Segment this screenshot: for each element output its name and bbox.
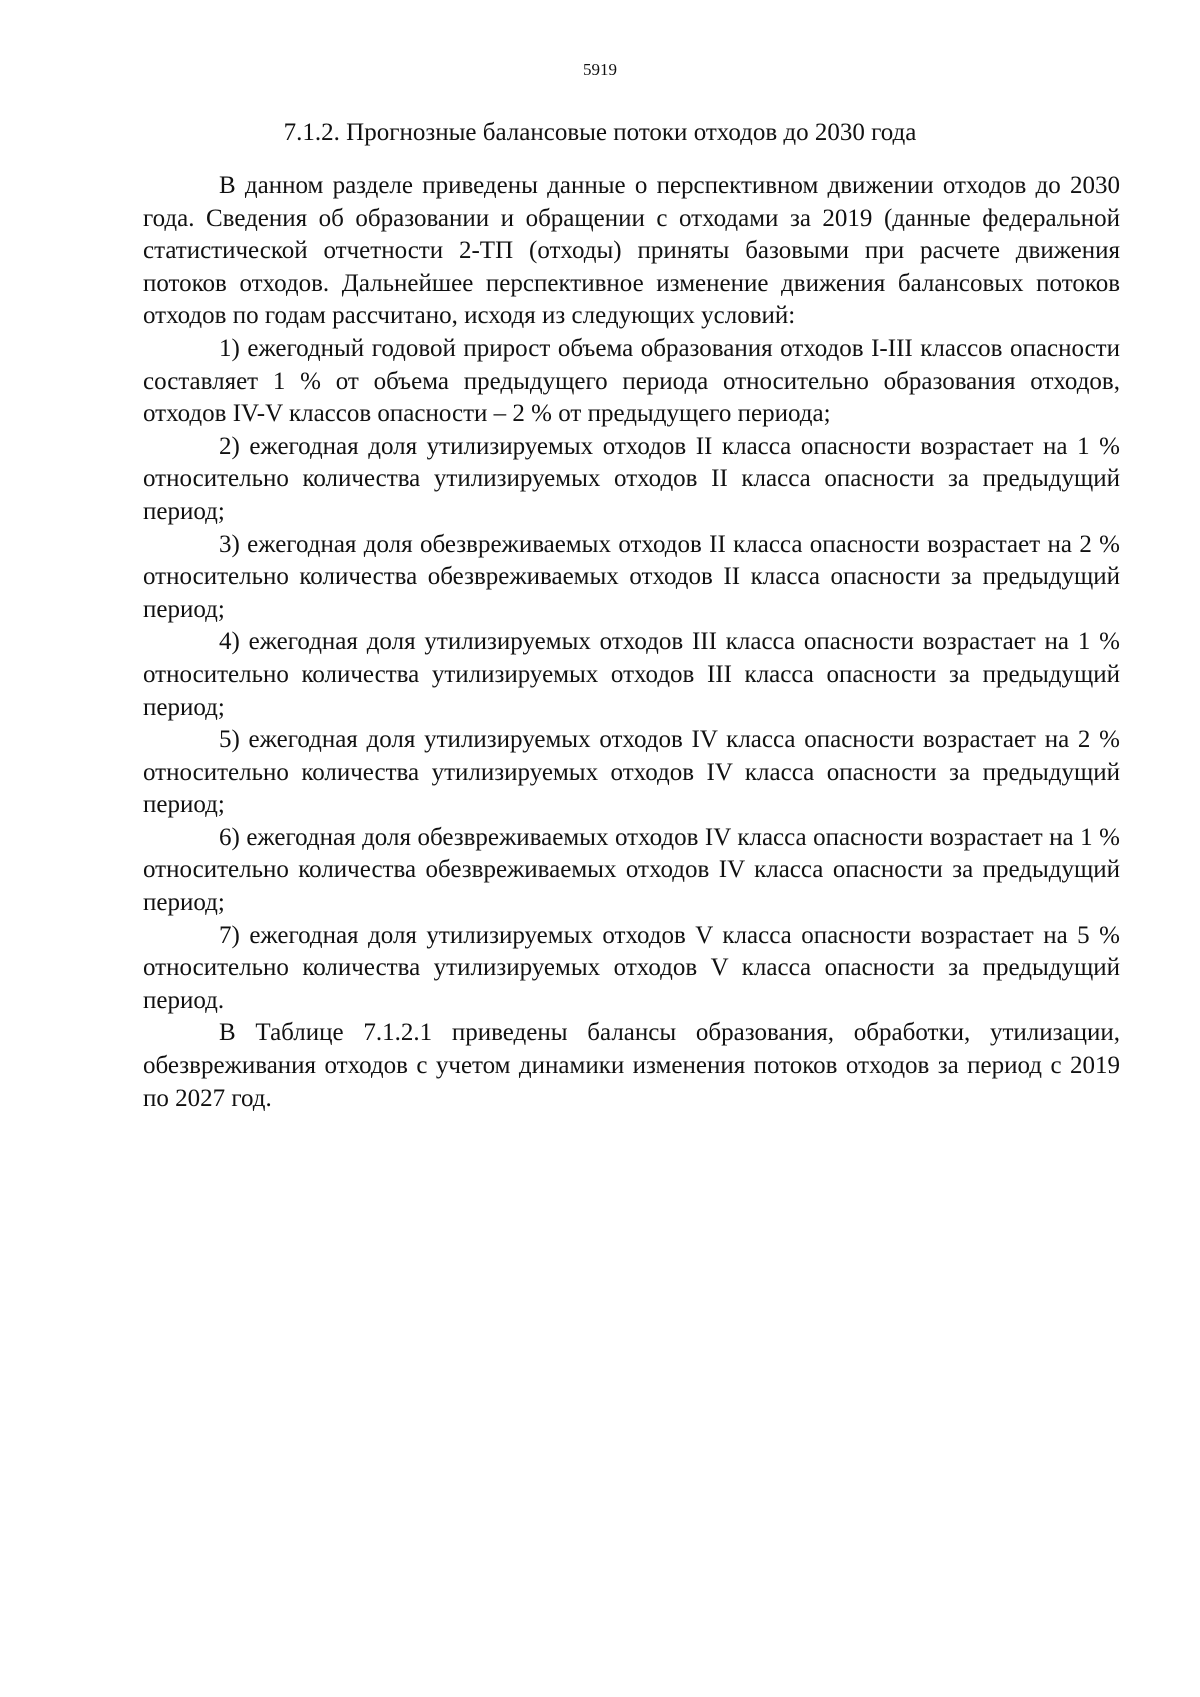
section-heading: 7.1.2. Прогнозные балансовые потоки отходов до 2030 года: [283, 119, 917, 146]
condition-6-paragraph: 6) ежегодная доля обезвреживаемых отходов IV класса опасности возрастает на 1 % относительно количества обезвреживаемых отходов IV класса опасности за предыдущий период;: [143, 823, 1120, 917]
condition-7-paragraph: 7) ежегодная доля утилизируемых отходов V класса опасности возрастает на 5 % относительно количества утилизируемых отходов V класса опасности за предыдущий период.: [143, 921, 1120, 1014]
condition-4-paragraph: 4) ежегодная доля утилизируемых отходов III класса опасности возрастает на 1 % относительно количества утилизируемых отходов III класса опасности за предыдущий период;: [143, 628, 1120, 721]
page-number: 5919: [583, 60, 617, 79]
condition-3-paragraph: 3) ежегодная доля обезвреживаемых отходов II класса опасности возрастает на 2 % относительно количества обезвреживаемых отходов II класса опасности за предыдущий период;: [143, 530, 1120, 623]
table-reference-paragraph: В Таблице 7.1.2.1 приведены балансы образования, обработки, утилизации, обезвреживания отходов с учетом динамики изменения потоков отходов за период с 2019 по 2027 год.: [143, 1019, 1120, 1112]
body-text: [143, 170, 1120, 1115]
condition-1-paragraph: 1) ежегодный годовой прирост объема образования отходов I-III классов опасности составляет 1 % от объема предыдущего периода относительно образования отходов, отходов IV-V классов опасности – 2 % от предыдущего периода;: [143, 334, 1120, 428]
intro-paragraph: В данном разделе приведены данные о перспективном движении отходов до 2030 года. Сведения об образовании и обращении с отходами за 2019 (данные федеральной статистической отчетности 2-ТП (отходы) приняты базовыми при расчете движения потоков отходов. Дальнейшее перспективное изменение движения балансовых потоков отходов по годам рассчитано, исходя из следующих условий:: [143, 172, 1120, 330]
condition-2-paragraph: 2) ежегодная доля утилизируемых отходов II класса опасности возрастает на 1 % относительно количества утилизируемых отходов II класса опасности за предыдущий период;: [143, 432, 1120, 525]
condition-5-paragraph: 5) ежегодная доля утилизируемых отходов IV класса опасности возрастает на 2 % относительно количества утилизируемых отходов IV класса опасности за предыдущий период;: [143, 726, 1120, 819]
